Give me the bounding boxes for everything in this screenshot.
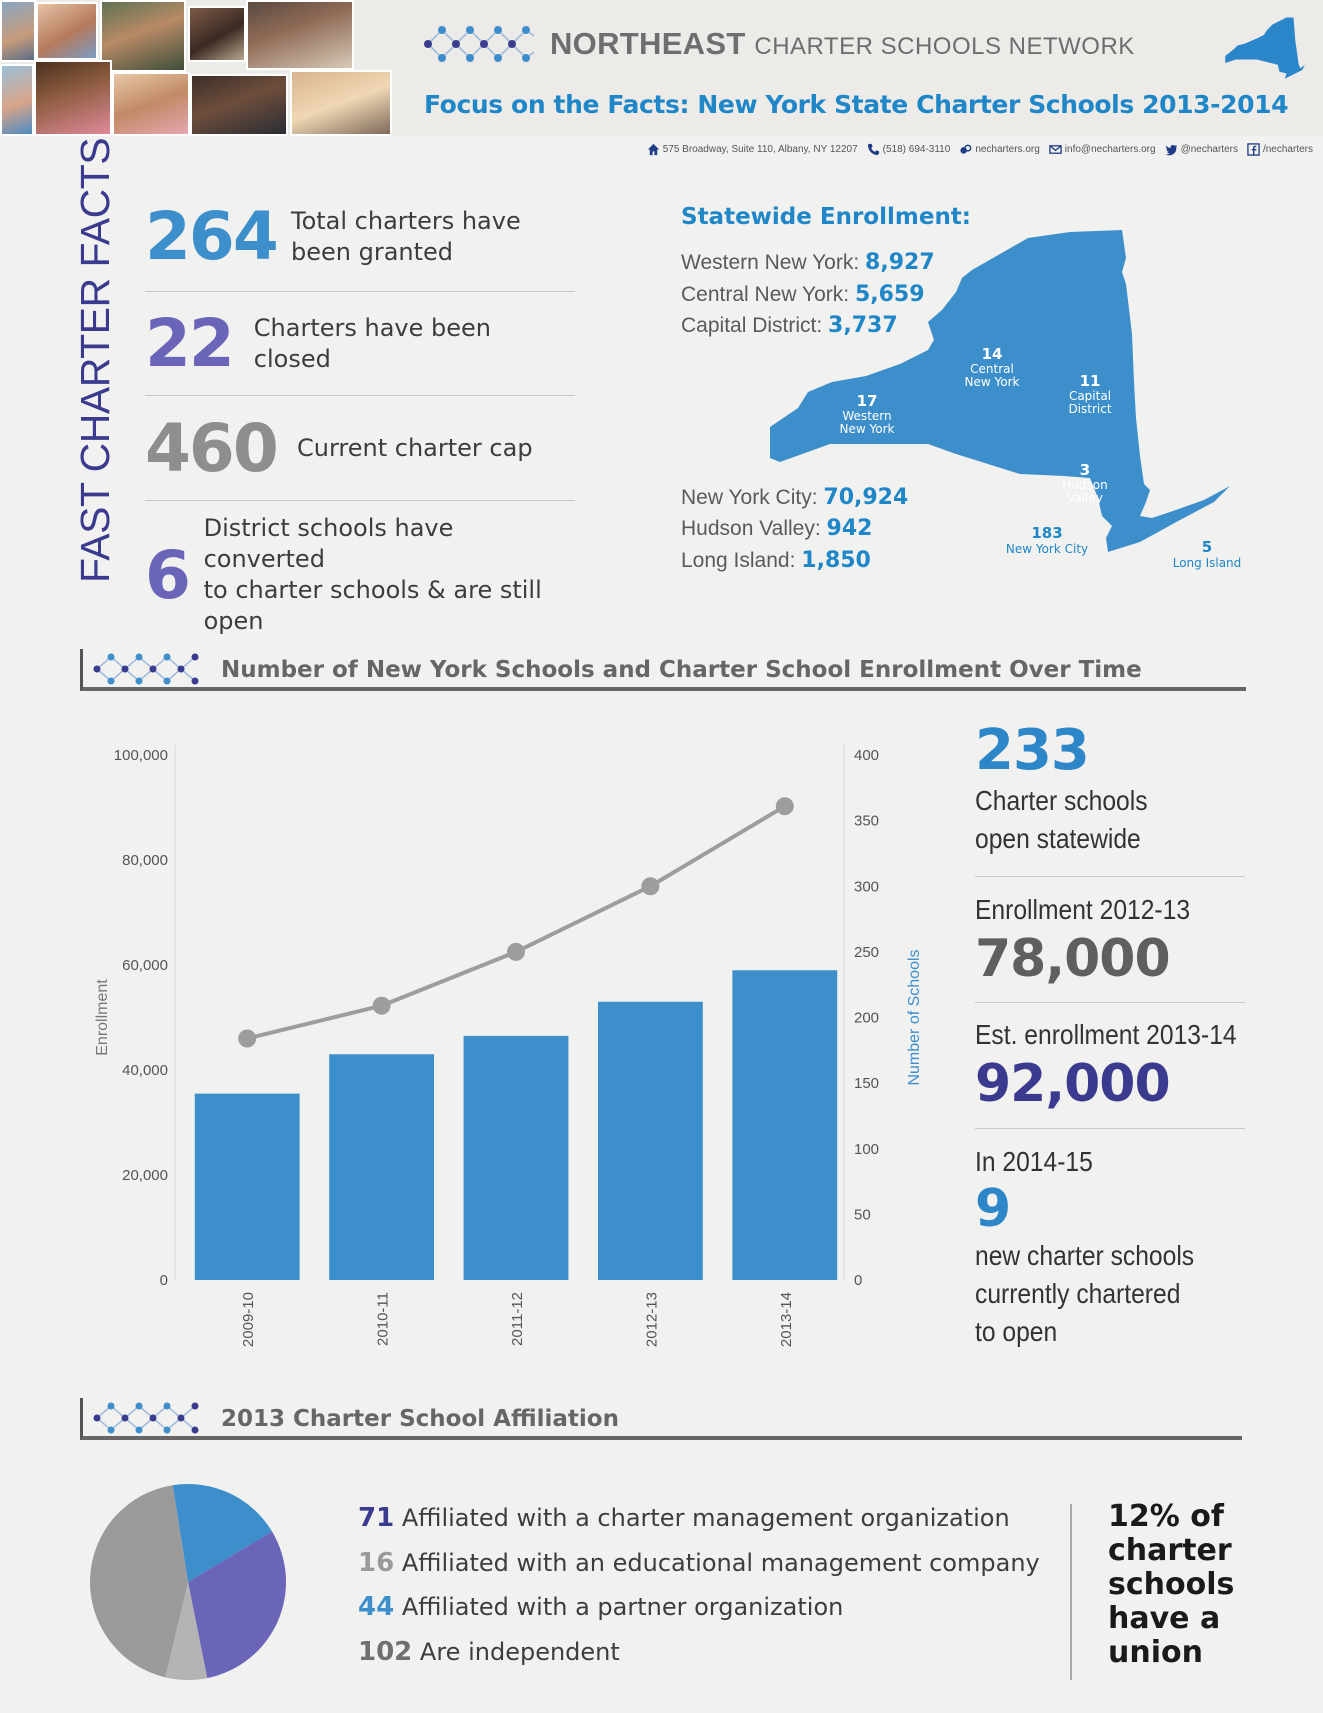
fact-divider [145,395,575,396]
network-dots-icon [91,1398,203,1440]
x-tick-label: 2013-14 [777,1292,795,1348]
schools-point [776,797,794,815]
fact-divider [145,291,575,292]
y-tick-label: 60,000 [122,957,168,974]
y2-tick-label: 300 [854,878,880,896]
fact-number: 264 [145,198,277,275]
enrollment-title: Statewide Enrollment: [681,204,972,230]
affiliation-divider [1070,1504,1072,1680]
chart-bar [195,1094,300,1280]
stat-divider [975,876,1245,877]
affiliation-pie-chart [88,1482,288,1682]
y-tick-label: 20,000 [122,1167,168,1184]
stat-number: 78,000 [975,929,1170,989]
student-photo [290,70,392,136]
fact-item-converted [145,513,575,637]
y2-tick-label: 50 [854,1206,871,1224]
chart-bar [732,970,837,1280]
y2-tick-label: 150 [854,1075,880,1093]
map-label-central: Central [970,362,1014,376]
facebook-icon [1247,143,1260,156]
map-label-western: Western [842,409,892,423]
contact-bar [647,143,1313,156]
affiliation-item-partner: 44 Affiliated with a partner organization [358,1592,844,1622]
affiliation-item-cmo: 71 Affiliated with a charter management organization [358,1503,1010,1533]
y-tick-label: 0 [159,1272,168,1289]
student-photo [0,64,34,136]
website-item[interactable]: necharters.org [959,143,1039,156]
affiliation-item-independent: 102 Are independent [358,1637,620,1667]
address-item: 575 Broadway, Suite 110, Albany, NY 12207 [647,143,858,156]
schools-point [238,1030,256,1048]
ny-state-map-icon [1218,14,1306,84]
stat-enrollment-2012-13: Enrollment 2012-13 78,000 [975,891,1219,989]
y2-tick-label: 350 [854,812,880,830]
fast-facts-heading: FAST CHARTER FACTS [72,137,118,583]
y2-tick-label: 400 [854,747,880,764]
map-label-capital: District [1068,402,1112,416]
section-header-over-time [80,649,1246,691]
stat-number: 92,000 [975,1054,1170,1114]
fact-item-closed [145,305,575,382]
enrollment-nyc: New York City: 70,924 [681,485,909,510]
y2-tick-label: 100 [854,1140,880,1158]
facebook-item[interactable]: /necharters [1247,143,1313,156]
header-banner [0,0,1323,136]
phone-icon [867,143,880,156]
section-header-affiliation [80,1398,1242,1440]
student-photo [100,0,186,72]
fact-item-granted [145,198,575,275]
y2-tick-label: 200 [854,1009,880,1027]
y-tick-label: 80,000 [122,852,168,869]
schools-point [507,943,525,961]
map-label-hudson: Hudson [1062,478,1108,492]
fact-text: District schools have converted to charter schools & are still open [203,514,542,635]
union-statistic: 12% of charter schools have a union [1108,1499,1235,1670]
map-count-hudson: 3 [1079,461,1091,479]
enrollment-western-ny: Western New York: 8,927 [681,250,935,275]
twitter-item[interactable]: @necharters [1165,143,1238,156]
y2-axis-label: Number of Schools [906,949,923,1086]
fact-number: 22 [145,305,233,382]
chart-bar [464,1036,569,1280]
map-label-western: New York [839,422,895,436]
x-tick-label: 2011-12 [509,1292,526,1346]
fact-text: Charters have been closed [253,313,491,373]
section-title: 2013 Charter School Affiliation [221,1406,619,1432]
fact-divider [145,500,575,501]
stat-new-schools: In 2014-15 9 new charter schools currently chartered to open [975,1143,1224,1351]
fact-text: Current charter cap [297,434,533,462]
link-icon [959,143,972,156]
y-tick-label: 40,000 [122,1062,168,1079]
student-photo-collage [0,0,392,136]
affiliation-item-emo: 16 Affiliated with an educational management company [358,1548,1040,1578]
schools-point [641,877,659,895]
page-title: Focus on the Facts: New York State Charter Schools 2013-2014 [424,90,1289,119]
student-photo [36,2,98,60]
student-photo [34,60,112,136]
enrollment-central-ny: Central New York: 5,659 [681,282,925,307]
y2-tick-label: 0 [854,1272,863,1289]
student-photo [246,0,354,70]
stat-number: 233 [975,718,1089,783]
fact-number: 6 [145,536,189,614]
x-tick-label: 2010-11 [374,1292,392,1346]
home-icon [647,143,660,156]
stat-divider [975,1002,1245,1003]
map-count-central: 14 [981,345,1003,363]
map-label-central: New York [964,375,1020,389]
enrollment-hudson-valley: Hudson Valley: 942 [681,516,873,541]
network-dots-logo-icon [422,22,540,66]
map-label-capital: Capital [1068,389,1112,403]
network-logo [422,20,1135,68]
twitter-icon [1165,143,1178,156]
y-tick-label: 100,000 [113,747,168,764]
ny-state-map [760,222,1260,577]
network-dots-icon [91,649,203,691]
y-axis-label: Enrollment [94,979,111,1056]
map-count-capital: 11 [1079,372,1101,390]
stat-number: 9 [975,1179,1011,1239]
map-label-long-island: Long Island [1172,556,1242,570]
phone-item: (518) 694-3110 [867,143,951,156]
enrollment-schools-chart [90,735,950,1355]
x-tick-label: 2012-13 [643,1292,661,1348]
map-count-western: 17 [856,392,878,410]
email-item[interactable]: info@necharters.org [1049,143,1156,156]
fact-text: Total charters have been granted [291,206,521,266]
map-label-nyc: New York City [1005,542,1089,556]
chart-bar [329,1054,434,1280]
section-title: Number of New York Schools and Charter School Enrollment Over Time [221,657,1142,683]
map-count-nyc: 183 [1031,524,1063,542]
student-photo [190,74,288,136]
schools-line [247,806,785,1038]
stat-divider [975,1128,1245,1129]
student-photo [0,0,36,62]
fact-item-cap [145,410,575,487]
map-label-hudson: Valley [1067,491,1103,505]
network-name: NORTHEAST CHARTER SCHOOLS NETWORK [550,26,1135,61]
chart-bar [598,1002,703,1280]
enrollment-long-island: Long Island: 1,850 [681,548,871,573]
schools-point [373,997,391,1015]
envelope-icon [1049,143,1062,156]
stat-open-schools: 233 Charter schools open statewide [975,720,1171,858]
enrollment-capital-district: Capital District: 3,737 [681,313,898,338]
stat-enrollment-2013-14: Est. enrollment 2013-14 92,000 [975,1016,1272,1114]
fact-number: 460 [145,410,277,487]
map-count-long-island: 5 [1201,538,1213,556]
x-tick-label: 2009-10 [240,1292,258,1348]
student-photo [112,72,190,136]
y2-tick-label: 250 [854,943,880,961]
student-photo [188,6,246,62]
